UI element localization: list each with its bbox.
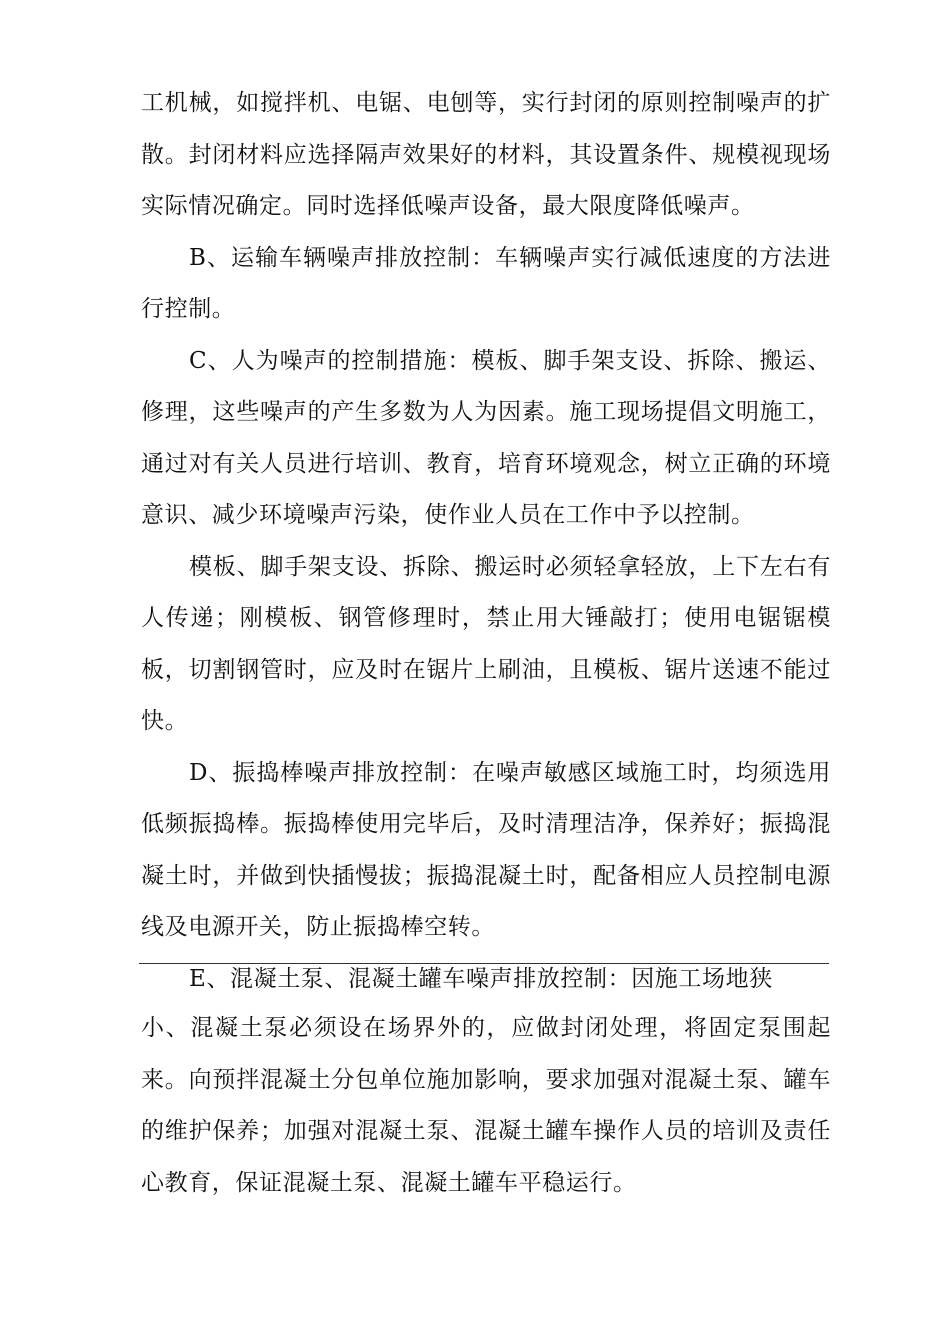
paragraph-concrete-pump-noise: E、混凝土泵、混凝土罐车噪声排放控制：因施工场地狭 (189, 965, 773, 992)
paragraph-noise-enclosure: 工机械，如搅拌机、电锯、电刨等，实行封闭的原则控制噪声的扩散。封闭材料应选择隔声效果好的材料，其设置条件、规模视现场实际情况确定。同时选择低噪声设备，最大限度降低噪声。 (141, 90, 831, 219)
paragraph-formwork-handling: 模板、脚手架支设、拆除、搬运时必须轻拿轻放，上下左右有人传递；刚模板、钢管修理时，禁止用大锤敲打；使用电锯锯模板，切割钢管时，应及时在锯片上刷油，且模板、锯片送速不能过快。 (141, 553, 831, 734)
paragraph-human-noise: C、人为噪声的控制措施：模板、脚手架支设、拆除、搬运、修理，这些噪声的产生多数为人为因素。施工现场提倡文明施工，通过对有关人员进行培训、教育，培育环境观念，树立正确的环境意识、减少环境噪声污染，使作业人员在工作中予以控制。 (141, 347, 831, 528)
page-divider (139, 963, 829, 964)
paragraph-vibrator-noise: D、振捣棒噪声排放控制：在噪声敏感区域施工时，均须选用低频振捣棒。振捣棒使用完毕后，及时清理洁净，保养好；振捣混凝土时，并做到快插慢拔；振捣混凝土时，配备相应人员控制电源线及电源开关，防止振捣棒空转。 (141, 759, 831, 940)
paragraph-concrete-pump-continued: 小、混凝土泵必须设在场界外的，应做封闭处理，将固定泵围起来。向预拌混凝土分包单位施加影响，要求加强对混凝土泵、罐车的维护保养；加强对混凝土泵、混凝土罐车操作人员的培训及责任心教育，保证混凝土泵、混凝土罐车平稳运行。 (141, 1015, 831, 1196)
paragraph-vehicle-noise: B、运输车辆噪声排放控制：车辆噪声实行减低速度的方法进行控制。 (141, 244, 831, 322)
upper-text-block (141, 78, 831, 1005)
lower-text-block (141, 1003, 831, 1209)
